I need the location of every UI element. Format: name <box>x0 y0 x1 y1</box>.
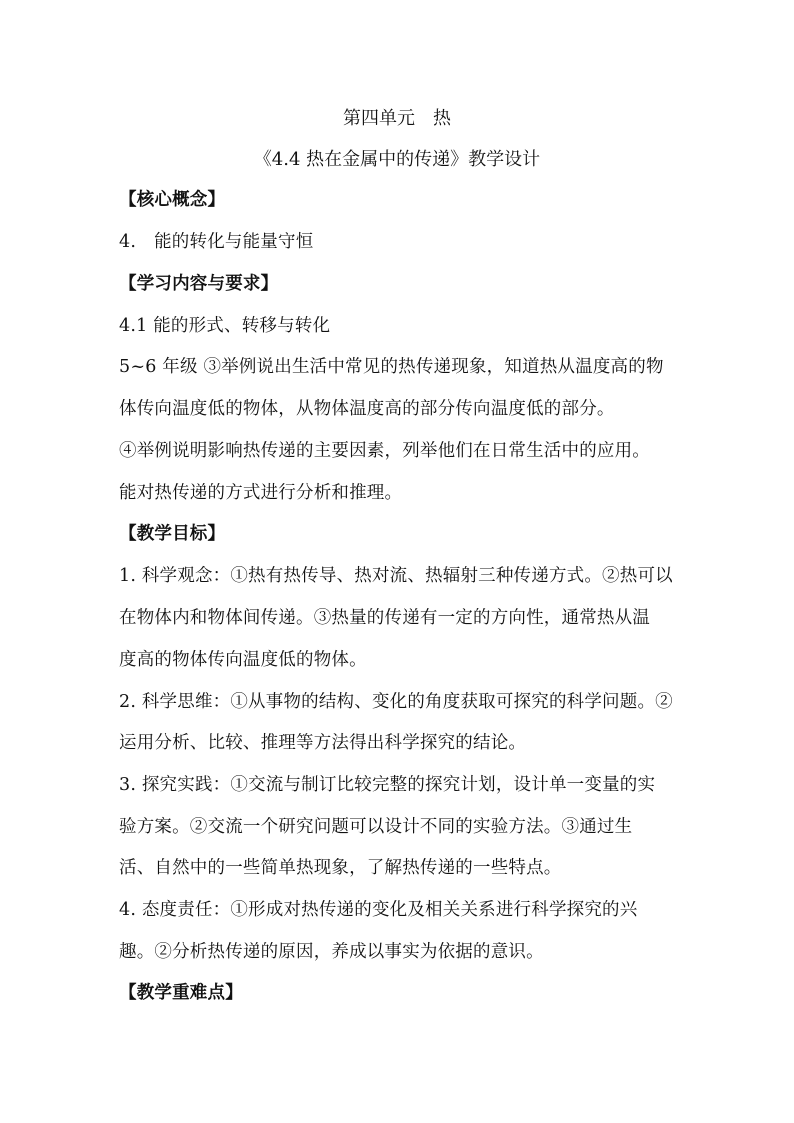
goals-line: 验方案。②交流一个研究问题可以设计不同的实验方法。③通过生 <box>119 817 633 837</box>
goals-line: 运用分析、比较、推理等方法得出科学探究的结论。 <box>119 733 527 753</box>
learning-content-line: 5~6 年级 ③举例说出生活中常见的热传递现象，知道热从温度高的物 <box>119 357 664 377</box>
unit-title: 第四单元 热 <box>343 108 451 129</box>
core-concept-item <box>119 230 689 254</box>
goals-heading: 【教学目标】 <box>119 524 226 544</box>
goals-line: 在物体内和物体间传递。③热量的传递有一定的方向性，通常热从温 <box>119 608 650 628</box>
goals-line: 1. 科学观念：①热有热传导、热对流、热辐射三种传递方式。②热可以 <box>119 566 673 586</box>
goals-line: 2. 科学思维：①从事物的结构、变化的角度获取可探究的科学问题。② <box>119 692 673 712</box>
goals-line: 趣。②分析热传递的原因，养成以事实为依据的意识。 <box>119 942 544 962</box>
learning-content-line: ④举例说明影响热传递的主要因素，列举他们在日常生活中的应用。 <box>119 441 650 461</box>
goals-line: 活、自然中的一些简单热现象，了解热传递的一些特点。 <box>119 858 562 878</box>
learning-content-heading: 【学习内容与要求】 <box>119 274 279 294</box>
lesson-title: 《4.4 热在金属中的传递》教学设计 <box>253 149 541 170</box>
core-concept-text: 能的转化与能量守恒 <box>154 232 314 252</box>
learning-content-line: 体传向温度低的物体，从物体温度高的部分传向温度低的部分。 <box>119 399 615 419</box>
key-points-heading: 【教学重难点】 <box>119 983 243 1003</box>
learning-content-line: 能对热传递的方式进行分析和推理。 <box>119 483 403 503</box>
goals-line: 3. 探究实践：①交流与制订比较完整的探究计划，设计单一变量的实 <box>119 775 656 795</box>
goals-line: 4. 态度责任：①形成对热传递的变化及相关关系进行科学探究的兴 <box>119 900 638 920</box>
learning-content-subheading: 4.1 能的形式、转移与转化 <box>119 316 331 336</box>
core-concept-number: 4. <box>119 232 137 252</box>
core-concept-heading: 【核心概念】 <box>119 190 226 210</box>
goals-line: 度高的物体传向温度低的物体。 <box>119 650 367 670</box>
